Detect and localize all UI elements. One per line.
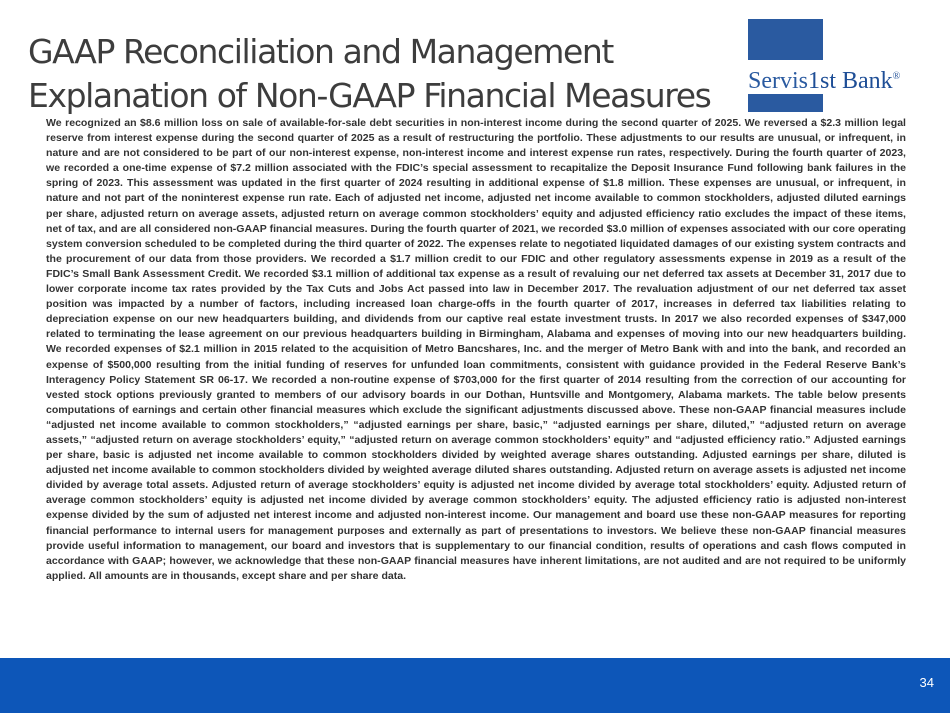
registered-mark: ® bbox=[892, 71, 901, 82]
footer-bar bbox=[0, 658, 950, 713]
explanation-paragraph: We recognized an $8.6 million loss on sale of available-for-sale debt securities in non-interest income during the second quarter of 2025. We reversed a $2.3 million legal reserve from interest expense during the second quarter of 2025 as a result of restructuring the portfolio. These adjustments to our results are unusual, or infrequent, in nature and are not considered to be part of our non-interest expense, non-interest income and interest expense run rates, respectively. During the fourth quarter of 2023, we recorded a one-time expense of $7.2 million associated with the FDIC’s special assessment to recapitalize the Deposit Insurance Fund following bank failures in the spring of 2023. This assessment was updated in the first quarter of 2024 resulting in additional expense of $1.8 million. These expenses are unusual, or infrequent, in nature and not part of the noninterest expense run rate. Each of adjusted net income, adjusted net income available to common stockholders, adjusted diluted earnings per share, adjusted return on average assets, adjusted return on average common stockholders’ equity and adjusted efficiency ratio excludes the impact of these items, net of tax, and are all considered non-GAAP financial measures. During the fourth quarter of 2021, we recorded $3.0 million of expenses associated with our core operating system conversion scheduled to be completed during the third quarter of 2022. The expenses relate to negotiated liquidated damages of our existing system contracts and the procurement of our data from those providers. We recorded a $1.7 million credit to our FDIC and other regulatory assessments expense in 2019 as a result of the FDIC’s Small Bank Assessment Credit. We recorded $3.1 million of additional tax expense as a result of revaluing our net deferred tax assets at December 31, 2017 due to lower corporate income tax rates provided by the Tax Cuts and Jobs Act passed into law in December 2017. The revaluation adjustment of our net deferred tax asset position was impacted by a number of factors, including increased loan charge-offs in the fourth quarter of 2017, increases in deferred tax liabilities relating to depreciation expense on our new headquarters building, and dividends from our captive real estate investment trusts. In 2017 we also recorded expenses of $347,000 related to terminating the lease agreement on our previous headquarters building in Birmingham, Alabama and expenses of moving into our new headquarters building. We recorded expenses of $2.1 million in 2015 related to the acquisition of Metro Bancshares, Inc. and the merger of Metro Bank with and into the bank, and recorded an expense of $500,000 resulting from the initial funding of reserves for unfunded loan commitments, consistent with guidance provided in the Federal Reserve Bank’s Interagency Policy Statement SR 06-17. We recorded a non-routine expense of $703,000 for the first quarter of 2014 resulting from the correction of our accounting for vested stock options previously granted to members of our advisory boards in our Dothan, Huntsville and Montgomery, Alabama markets. The table below presents computations of earnings and certain other financial measures which exclude the significant adjustments discussed above. These non-GAAP financial measures include “adjusted net income available to common stockholders,” “adjusted earnings per share, basic,” “adjusted earnings per share, diluted,” “adjusted return on average assets,” “adjusted return on average stockholders’ equity,” “adjusted return on average common stockholders’ equity” and “adjusted efficiency ratio.” Adjusted earnings per share, basic is adjusted net income available to common stockholders divided by weighted average shares outstanding. Adjusted earnings per share, diluted is adjusted net income available to common stockholders divided by weighted average diluted shares outstanding. Adjusted return on average assets is adjusted net income divided by average total assets. Adjusted return of average stockholders’ equity is adjusted net income divided by average total stockholders’ equity. Adjusted return of average common stockholders’ equity is adjusted net income divided by average common stockholders’ equity. The adjusted efficiency ratio is adjusted non-interest expense divided by the sum of adjusted net interest income and adjusted non-interest income. Our management and board use these non-GAAP measures for reporting financial performance to internal users for management purposes and externally as part of presentations to investors. We believe these non-GAAP financial measures provide useful information to management, our board and investors that is supplementary to our financial condition, results of operations and cash flows computed in accordance with GAAP; however, we acknowledge that these non-GAAP financial measures have inherent limitations, are not audited and are not required to be uniformly applied. All amounts are in thousands, except share and per share data. bbox=[46, 117, 906, 582]
logo-text-first-bank: 1st Bank bbox=[808, 68, 893, 94]
page-number: 34 bbox=[919, 675, 934, 690]
slide-title-line-2: Explanation of Non-GAAP Financial Measures bbox=[28, 76, 711, 115]
bank-logo bbox=[747, 60, 901, 94]
slide-title bbox=[28, 30, 710, 118]
logo-text-servis: Servis bbox=[748, 68, 808, 94]
slide-title-line-1: GAAP Reconciliation and Management bbox=[28, 32, 613, 71]
